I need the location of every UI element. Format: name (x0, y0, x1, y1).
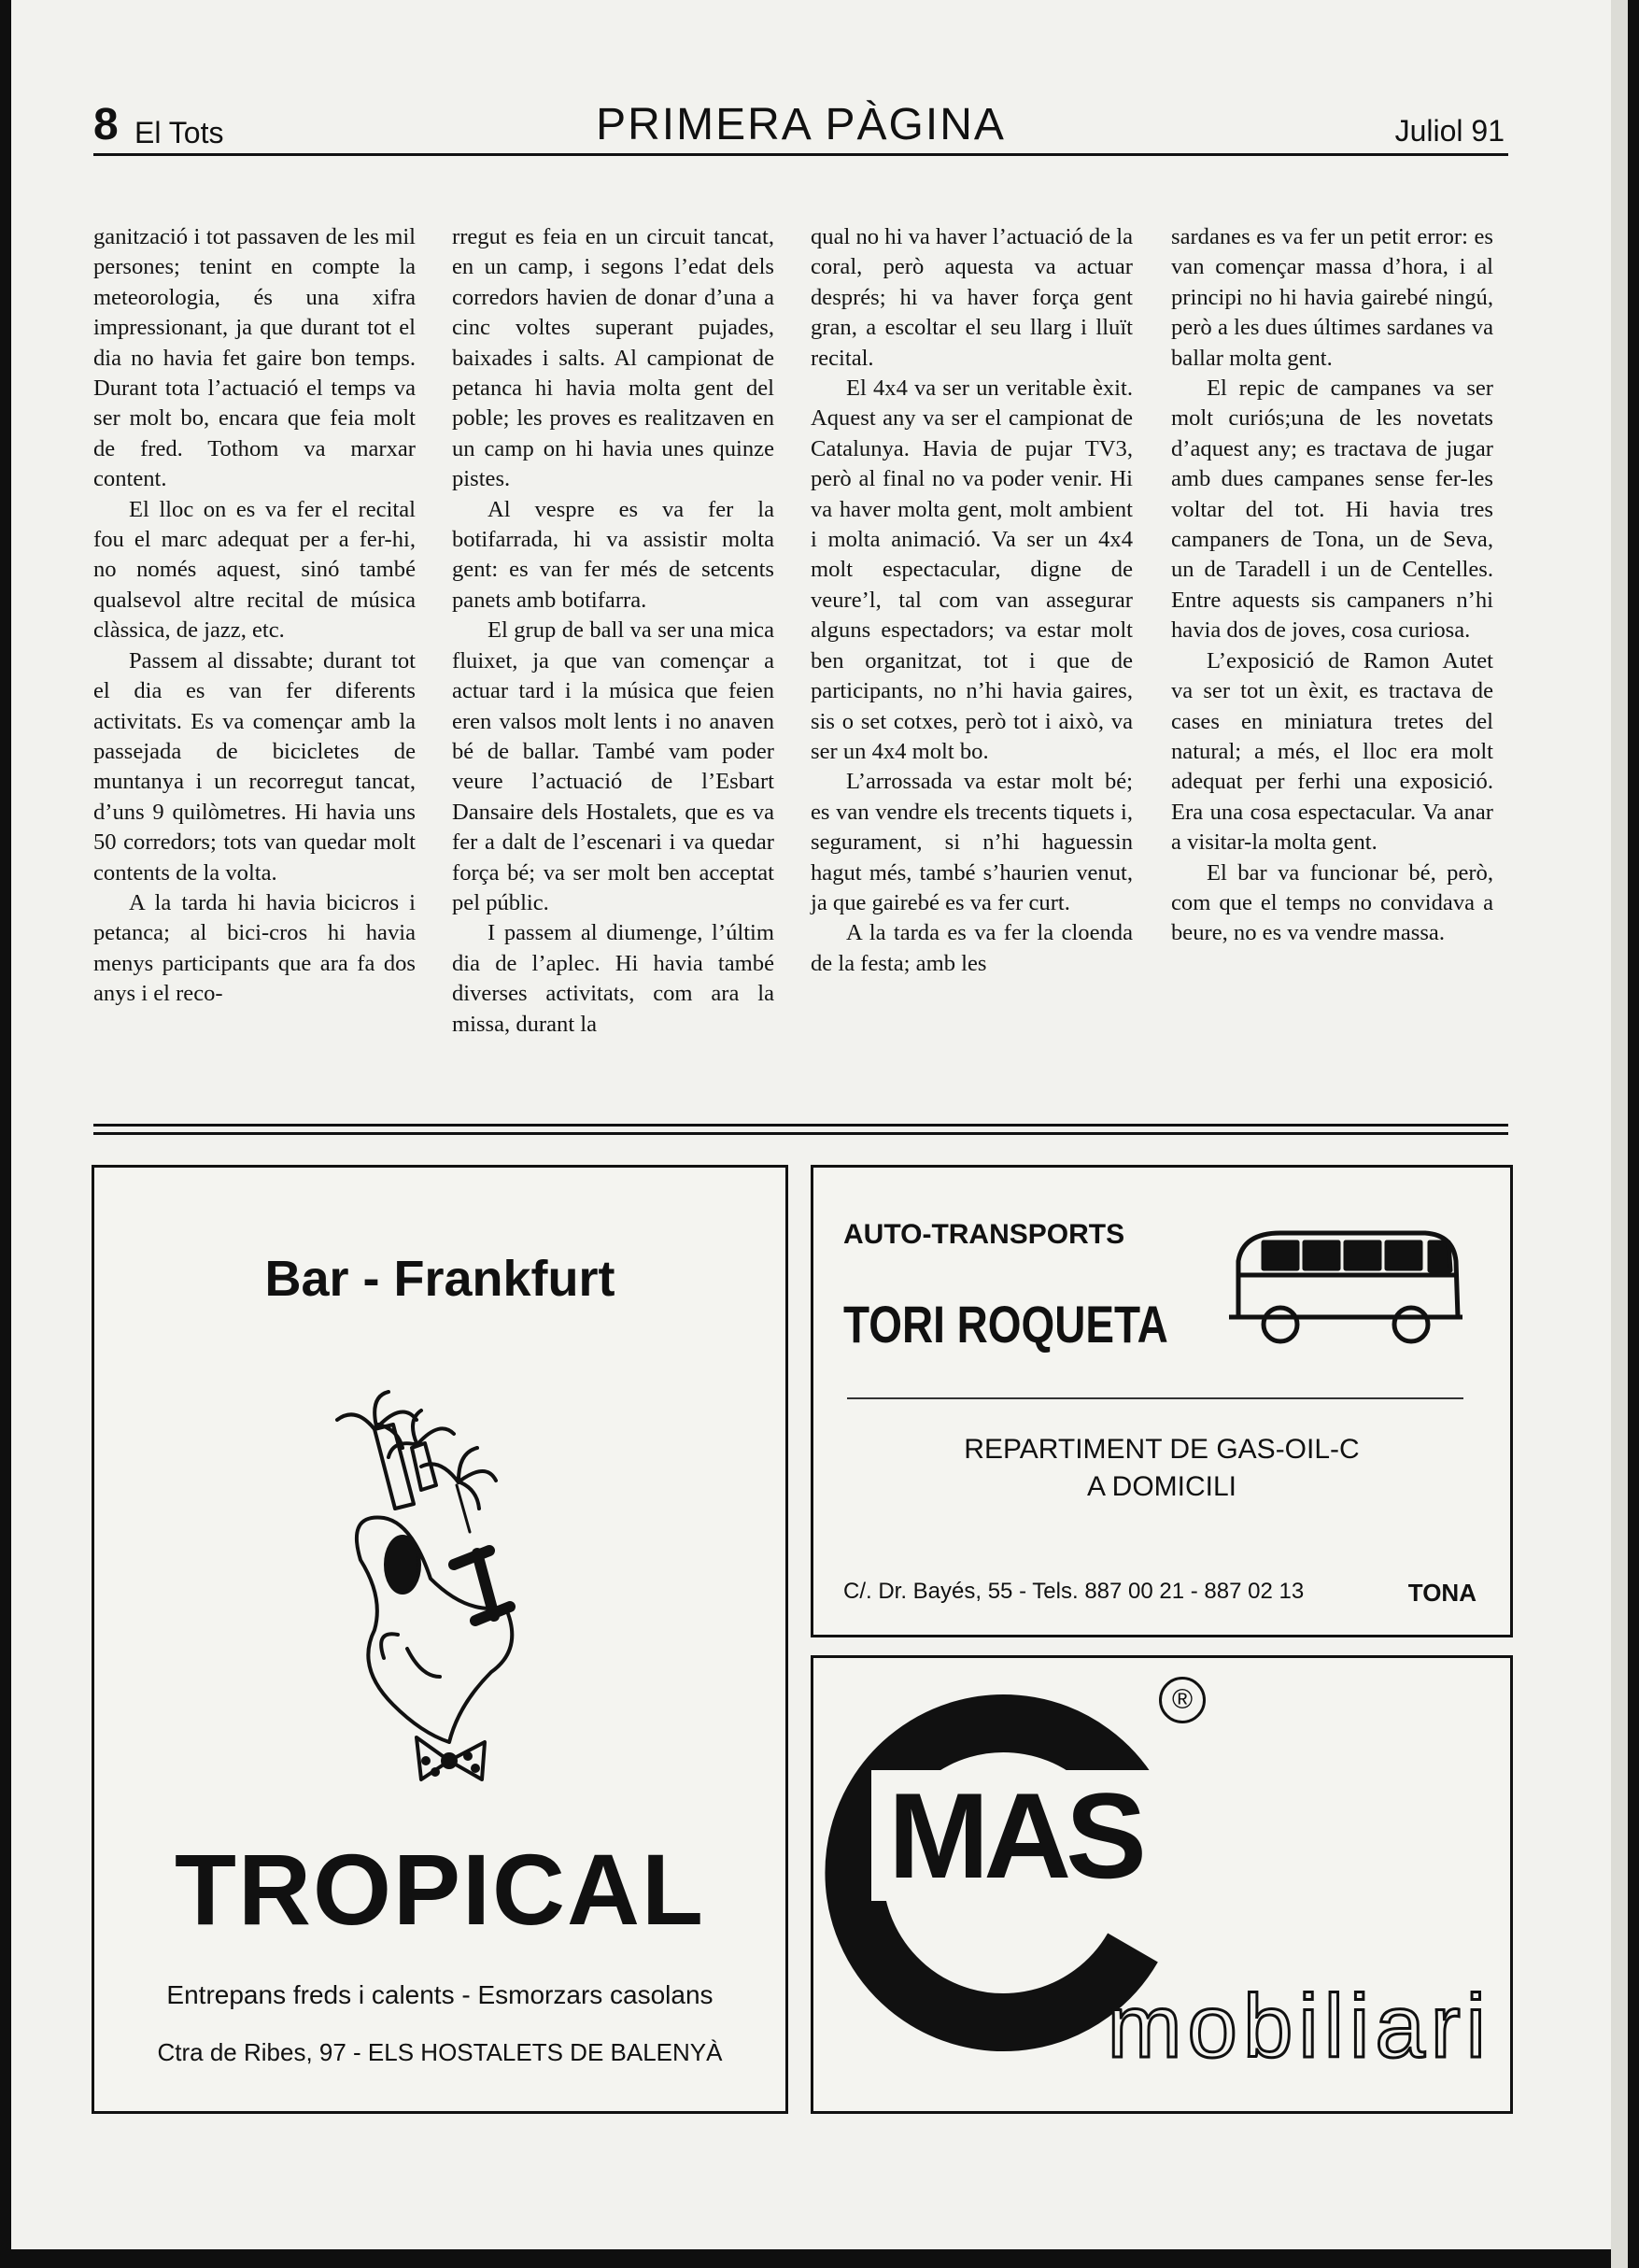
bus-icon (1224, 1224, 1467, 1350)
bar-tagline: Entrepans freds i calents - Esmorzars casolans (166, 1980, 714, 2009)
paragraph: L’arrossada va estar molt bé; es van vendre els trecents tiquets i, segurament, si n’hi haguessin hagut més, també s’haurien venut, ja que gairebé es va fer curt. (811, 769, 1133, 915)
divider (93, 1124, 1508, 1127)
paragraph: El grup de ball va ser una mica fluixet, ja que van començar a actuar tard i la música que feien eren valsos molt lents i no anaven bé de ballar. També vam poder veure l’actuació de l’Esbart Dansaire dels Hostalets, que es va fer a dalt de l’escenari i va quedar força bé; va ser molt ben acceptat pel públic. (452, 617, 774, 915)
transport-address: C/. Dr. Bayés, 55 - Tels. 887 00 21 - 887 02 13 (843, 1579, 1305, 1604)
bar-address: Ctra de Ribes, 97 - ELS HOSTALETS DE BALENYÀ (157, 2038, 723, 2066)
page-header (93, 95, 1508, 156)
paragraph: Al vespre es va fer la botifarrada, hi va assistir molta gent: es van fer més de setcents panets amb botifarra. (452, 496, 774, 613)
paragraph: A la tarda hi havia bicicros i petanca; al bici-cros hi havia menys participants que ara fa dos anys i el reco- (93, 889, 416, 1007)
service-line-2: A DOMICILI (1086, 1471, 1237, 1502)
article-column-1 (93, 222, 416, 1010)
paragraph: I passem al diumenge, l’últim dia de l’aplec. Hi havia també diverses activitats, com ara la missa, durant la (452, 920, 774, 1037)
section-title: PRIMERA PÀGINA (596, 100, 1006, 149)
leaning-post-icon (374, 1425, 414, 1509)
divider (847, 1397, 1463, 1399)
paragraph: A la tarda es va fer la cloenda de la festa; amb les (811, 920, 1133, 976)
tropical-brand: TROPICAL (175, 1833, 705, 1946)
paragraph: El repic de campanes va ser molt curiós;una de les novetats d’aquest any; es tractava de jugar amb dues campanes sense fer-les voltar del tot. Hi havia tres campaners de Tona, un de Seva, un de Taradell i un de Centelles. Entre aquests sis campaners n’hi havia dos de joves, cosa curiosa. (1171, 376, 1493, 644)
page-number: 8 (93, 100, 119, 149)
bar-frankfurt-ad (92, 1165, 788, 2114)
transport-town: TONA (1407, 1579, 1477, 1607)
issue-date: Juliol 91 (1394, 114, 1505, 148)
mas-logo-text: MAS (888, 1767, 1141, 1904)
paragraph: sardanes es va fer un petit error: es van començar massa d’hora, i al principi no hi havia gairebé ningú, però a les dues últimes sardanes va ballar molta gent. (1171, 224, 1493, 371)
paragraph: L’exposició de Ramon Autet va ser tot un èxit, es tractava de cases en miniatura tretes del natural; a més, el lloc era molt adequat per ferhi una exposició. Era una cosa espectacular. Va anar a visitar-la molta gent. (1171, 647, 1493, 856)
divider (93, 1132, 1508, 1135)
paragraph: ganització i tot passaven de les mil persones; tenint en compte la meteorologia, és una xifra impressionant, ja que durant tot el dia no havia fet gaire bon temps. Durant tota l’actuació el temps va ser molt bo, encara que feia molt de fred. Tothom va marxar content. (93, 224, 416, 492)
transport-company: TORI ROQUETA (843, 1295, 1168, 1354)
article-column-2 (452, 222, 774, 1040)
newspaper-page (11, 0, 1616, 2249)
tori-roqueta-ad (811, 1165, 1513, 1637)
mas-mobiliari-ad (811, 1655, 1513, 2114)
transport-title: AUTO-TRANSPORTS (843, 1219, 1125, 1250)
mas-subtitle: mobiliari (1107, 1977, 1491, 2077)
service-line-1: REPARTIMENT DE GAS-OIL-C (964, 1434, 1360, 1465)
article-column-4 (1171, 222, 1493, 949)
bar-name: Bar - Frankfurt (264, 1251, 615, 1307)
registered-mark: ® (1159, 1677, 1206, 1723)
article-column-3 (811, 222, 1133, 979)
tropical-heart-illustration (318, 1368, 627, 1854)
paragraph: qual no hi va haver l’actuació de la coral, però aquesta va actuar després; hi va haver força gent gran, a escoltar el seu llarg i lluït recital. (811, 224, 1133, 371)
paragraph: El 4x4 va ser un veritable èxit. Aquest any va ser el campionat de Catalunya. Havia de pujar TV3, però al final no va poder venir. Hi va haver molta gent, molt ambient i molta animació. Va ser un 4x4 molt espectacular, digne de veure’l, tal com van assegurar alguns espectadors; va estar molt ben organitzat, tot i que de participants, no n’hi havia gaires, sis o set cotxes, però tot i això, va ser un 4x4 molt bo. (811, 376, 1133, 764)
page-edge (1611, 0, 1628, 2268)
paragraph: El lloc on es va fer el recital fou el marc adequat per a fer-hi, no només aquest, sinó també qualsevol altre recital de música clàssica, de jazz, etc. (93, 496, 416, 644)
paragraph: rregut es feia en un circuit tancat, en un camp, i segons l’edat dels corredors havien de donar d’una a cinc voltes superant pujades, baixades i salts. Al campionat de petanca hi havia molta gent del poble; les proves es realitzaven en un camp on hi havia unes quinze pistes. (452, 224, 774, 492)
publication-name: El Tots (134, 116, 224, 149)
paragraph: El bar va funcionar bé, però, com que el temps no convidava a beure, no es va vendre massa. (1171, 859, 1493, 946)
paragraph: Passem al dissabte; durant tot el dia es van fer diferents activitats. Es va començar amb la passejada de bicicletes de muntanya i un recorregut tancat, d’uns 9 quilòmetres. Hi havia uns 50 corredors; tots van quedar molt contents de la volta. (93, 647, 416, 886)
